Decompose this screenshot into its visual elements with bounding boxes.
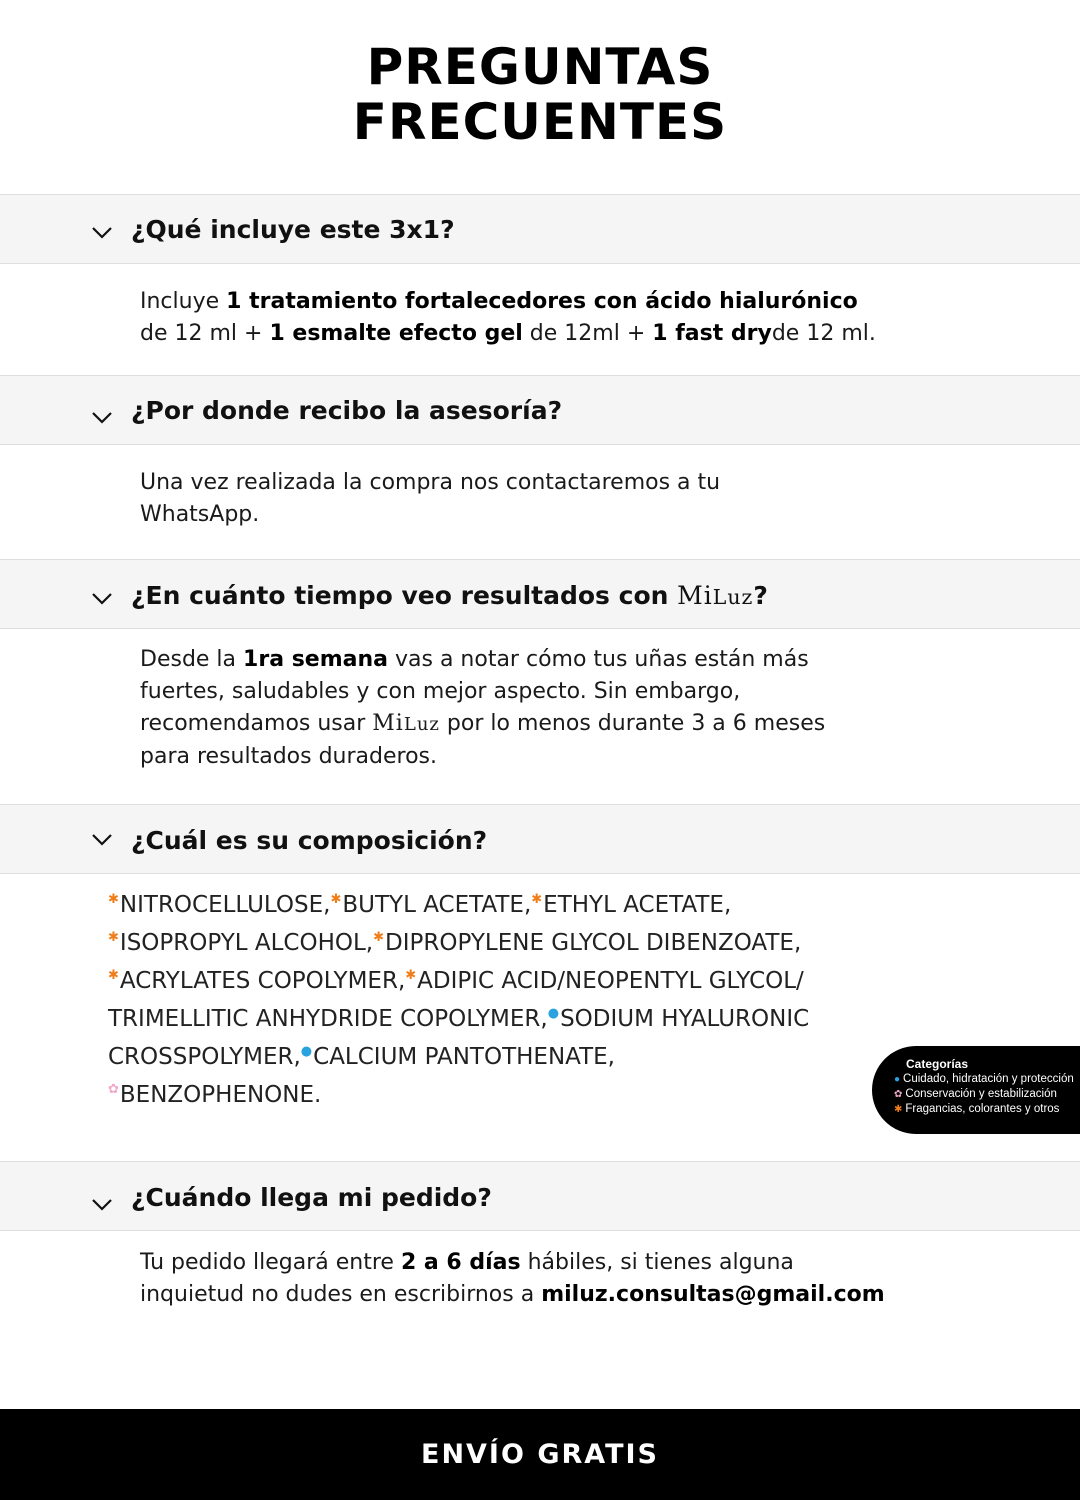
faq-question-5: ¿Cuándo llega mi pedido?: [131, 1183, 492, 1212]
ingredient: ISOPROPYL ALCOHOL,: [119, 930, 374, 956]
ingredient-list: [108, 888, 901, 1116]
faq-answer-2: Una vez realizada la compra nos contactaremos a tu WhatsApp.: [140, 470, 721, 527]
page-title: [0, 40, 1080, 150]
faq-answer-5: Tu pedido llegará entre 2 a 6 días hábiles, si tienes alguna inquietud no dudes en escribirnos a miluz.consultas@gmail.com: [140, 1250, 885, 1307]
asterisk-icon: ✱: [330, 892, 342, 907]
chevron-down-icon: [91, 411, 113, 425]
drop-icon: ●: [300, 1044, 313, 1059]
asterisk-icon: ✱: [108, 968, 119, 983]
category-legend: [872, 1046, 1080, 1134]
page-title-line-1: PREGUNTAS: [366, 38, 714, 96]
legend-item-care: ● Cuidado, hidratación y protección: [894, 1073, 1074, 1085]
faq-answer-1: Incluye 1 tratamiento fortalecedores con ácido hialurónico de 12 ml + 1 esmalte efecto gel de 12ml + 1 fast dryde 12 ml.: [140, 289, 876, 346]
flower-icon: ✿: [108, 1082, 119, 1097]
asterisk-icon: ✱: [373, 930, 385, 945]
faq-question-4: ¿Cuál es su composición?: [131, 826, 488, 855]
legend-item-fragrance: ✱ Fragancias, colorantes y otros: [894, 1103, 1060, 1115]
free-shipping-banner: ENVÍO GRATIS: [0, 1409, 1080, 1500]
brand-logo: MiLuz: [677, 581, 754, 610]
faq-question-bar-3[interactable]: [0, 559, 1080, 629]
faq-question-bar-2[interactable]: [0, 375, 1080, 445]
asterisk-icon: ✱: [531, 892, 543, 907]
ingredient: ACRYLATES COPOLYMER,: [119, 968, 406, 994]
drop-icon: ●: [894, 1074, 901, 1085]
ingredient: BENZOPHENONE.: [119, 1082, 322, 1108]
ingredient: ETHYL ACETATE,: [543, 892, 732, 918]
flower-icon: ✿: [894, 1089, 903, 1100]
contact-email: miluz.consultas@gmail.com: [541, 1282, 885, 1307]
brand-logo: MiLuz: [372, 711, 440, 736]
ingredient: ADIPIC ACID/NEOPENTYL GLYCOL/ TRIMELLITIC ANHYDRIDE COPOLYMER,: [108, 968, 804, 1032]
chevron-down-icon: [91, 592, 113, 606]
legend-title: Categorías: [906, 1057, 969, 1071]
asterisk-icon: ✱: [108, 892, 119, 907]
faq-answer-3: Desde la 1ra semana vas a notar cómo tus uñas están más fuertes, saludables y con mejor aspecto. Sin embargo, recomendamos usar MiLuz por lo menos durante 3 a 6 meses para resultados duraderos.: [140, 647, 826, 769]
page-title-line-2: FRECUENTES: [352, 93, 728, 151]
chevron-down-icon: [91, 833, 113, 847]
faq-question-3: ¿En cuánto tiempo veo resultados con MiLuz?: [131, 581, 768, 610]
faq-question-bar-5[interactable]: [0, 1161, 1080, 1231]
drop-icon: ●: [547, 1006, 560, 1021]
legend-item-conservation: ✿ Conservación y estabilización: [894, 1088, 1057, 1100]
ingredient: CALCIUM PANTOTHENATE,: [313, 1044, 615, 1070]
chevron-down-icon: [91, 226, 113, 240]
faq-question-bar-1[interactable]: [0, 194, 1080, 264]
ingredient: BUTYL ACETATE,: [342, 892, 532, 918]
ingredient: DIPROPYLENE GLYCOL DIBENZOATE,: [385, 930, 802, 956]
ingredient: SODIUM HYALURONIC CROSSPOLYMER,: [108, 1006, 810, 1070]
chevron-down-icon: [91, 1198, 113, 1212]
faq-question-bar-4[interactable]: [0, 804, 1080, 874]
asterisk-icon: ✱: [894, 1104, 903, 1115]
asterisk-icon: ✱: [405, 968, 417, 983]
faq-question-1: ¿Qué incluye este 3x1?: [131, 215, 455, 244]
faq-question-2: ¿Por donde recibo la asesoría?: [131, 396, 563, 425]
asterisk-icon: ✱: [108, 930, 119, 945]
ingredient: NITROCELLULOSE,: [119, 892, 331, 918]
